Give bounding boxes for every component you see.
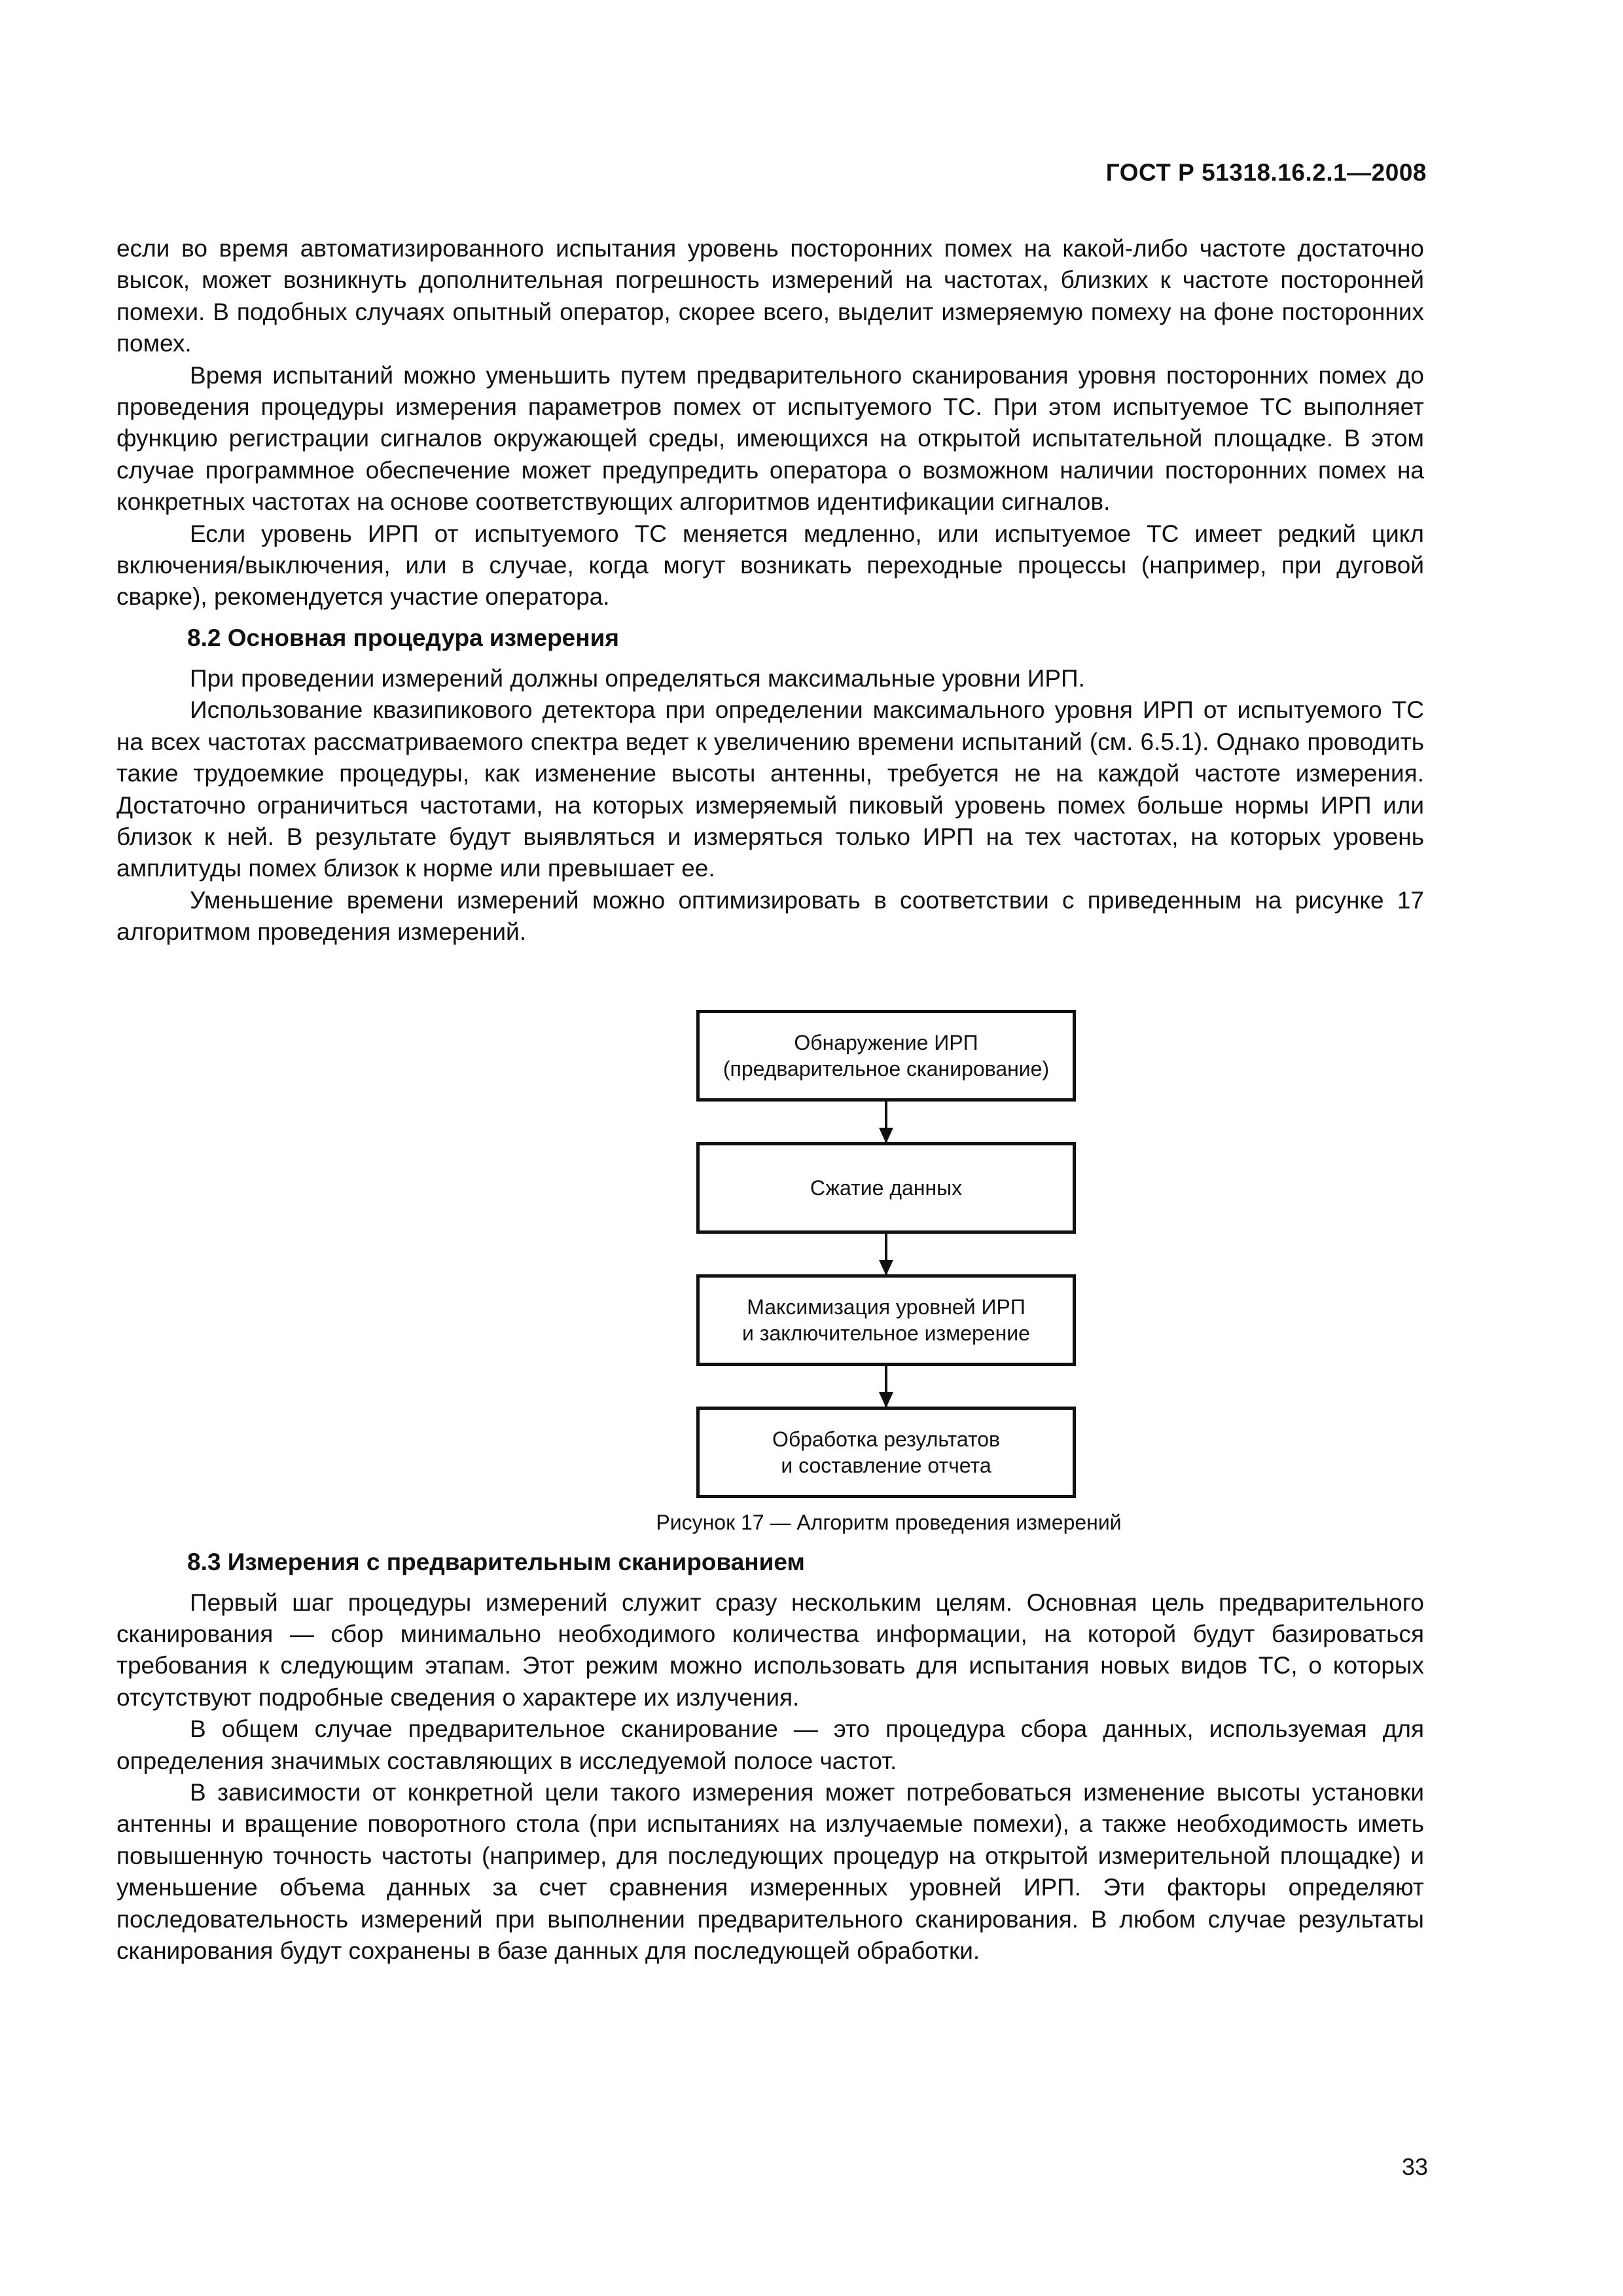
flow-step-compression <box>696 1142 1076 1234</box>
paragraph-9: В зависимости от конкретной цели такого измерения может потребоваться изменение высоты установки антенны и вращение поворотного стола (при испытаниях на излучаемые помехи), а также необходимость иметь повышенную точность частоты (например, для последующих процедур на открытой измерительной площадке) и уменьшение объема данных за счет сравнения измеренных уровней ИРП. Эти факторы определяют последовательность измерений при выполнении предварительного сканирования. В любом случае результаты сканирования будут сохранены в базе данных для последующей обработки. <box>116 1778 1424 1964</box>
flow-step-detection-line-2: (предварительное сканирование) <box>722 1056 1050 1081</box>
flow-step-detection <box>696 1010 1076 1102</box>
section-heading-8-3: 8.3 Измерения с предварительным сканированием <box>187 1548 805 1575</box>
flow-step-maximization-line-1: Максимизация уровней ИРП <box>747 1295 1026 1319</box>
paragraph-3: Если уровень ИРП от испытуемого ТС меняется медленно, или испытуемое ТС имеет редкий цикл включения/выключения, или в случае, когда могут возникать переходные процессы (например, при дуговой сварке), рекомендуется участие оператора. <box>116 520 1424 611</box>
flow-step-processing-line-2: и составление отчета <box>781 1453 991 1477</box>
paragraph-2: Время испытаний можно уменьшить путем предварительного сканирования уровня посторонних помех до проведения процедуры измерения параметров помех от испытуемого ТС. При этом испытуемое ТС выполняет функцию регистрации сигналов окружающей среды, имеющихся на открытой испытательной площадке. В этом случае программное обеспечение может предупредить оператора о возможном наличии посторонних помех на конкретных частотах на основе соответствующих алгоритмов идентификации сигналов. <box>116 361 1424 516</box>
paragraph-5: Использование квазипикового детектора при определении максимального уровня ИРП от испытуемого ТС на всех частотах рассматриваемого спектра ведет к увеличению времени испытаний (см. 6.5.1). Однако проводить такие трудоемкие процедуры, как изменение высоты антенны, требуется не на каждой частоте измерения. Достаточно ограничиться частотами, на которых измеряемый пиковый уровень помех больше нормы ИРП или близок к ней. В результате будут выявляться и измеряться только ИРП на тех частотах, на которых уровень амплитуды помех близок к норме или превышает ее. <box>116 696 1424 882</box>
flow-arrow-1 <box>885 1102 887 1142</box>
figure-caption: Рисунок 17 — Алгоритм проведения измерений <box>656 1510 1122 1534</box>
page-content <box>116 233 1424 1967</box>
paragraph-6: Уменьшение времени измерений можно оптимизировать в соответствии с приведенным на рисунке 17 алгоритмом проведения измерений. <box>116 886 1424 946</box>
paragraph-4: При проведении измерений должны определяться максимальные уровни ИРП. <box>190 664 1085 692</box>
flow-step-maximization <box>696 1274 1076 1366</box>
paragraph-1: если во время автоматизированного испытания уровень посторонних помех на какой-либо частоте достаточно высок, может возникнуть дополнительная погрешность измерений на частотах, близких к частоте посторонней помехи. В подобных случаях опытный оператор, скорее всего, выделит измеряемую помеху на фоне посторонних помех. <box>116 235 1424 357</box>
flow-step-maximization-line-2: и заключительное измерение <box>742 1321 1030 1345</box>
section-heading-8-2: 8.2 Основная процедура измерения <box>187 624 619 651</box>
page-number: 33 <box>1401 2153 1428 2180</box>
flow-step-detection-line-1: Обнаружение ИРП <box>794 1030 978 1054</box>
flow-step-processing-line-1: Обработка результатов <box>772 1427 1001 1451</box>
figure-17-flowchart <box>116 948 1424 1537</box>
paragraph-8: В общем случае предварительное сканирование — это процедура сбора данных, используемая для определения значимых составляющих в исследуемой полосе частот. <box>116 1715 1424 1774</box>
paragraph-7: Первый шаг процедуры измерений служит сразу нескольким целям. Основная цель предварительного сканирования — сбор минимально необходимого количества информации, на которой будут базироваться требования к следующим этапам. Этот режим можно использовать для испытания новых видов ТС, о которых отсутствуют подробные сведения о характере их излучения. <box>116 1588 1424 1711</box>
standard-header: ГОСТ Р 51318.16.2.1—2008 <box>1105 159 1427 186</box>
flow-arrow-3 <box>885 1366 887 1407</box>
flow-arrow-2 <box>885 1234 887 1274</box>
flow-step-compression-line-1: Сжатие данных <box>810 1175 963 1200</box>
flow-step-processing <box>696 1407 1076 1498</box>
